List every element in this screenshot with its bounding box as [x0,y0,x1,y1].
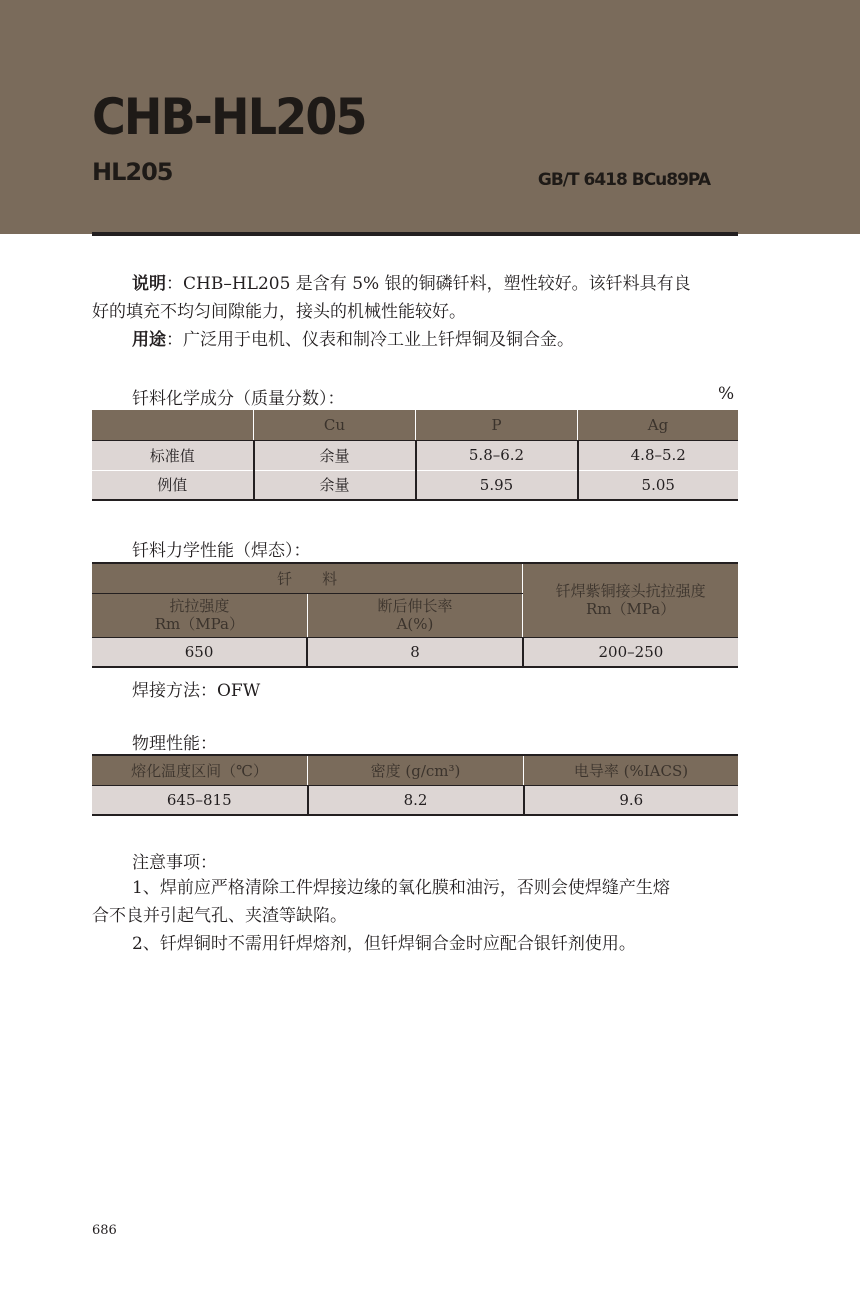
table-cell: 余量 [254,470,416,500]
table-row [92,440,738,470]
table-cell: 例值 [92,470,254,500]
table-cell: 余量 [254,440,416,470]
usage-label: 用途 [132,330,166,350]
table-cell: 8.2 [308,785,524,815]
description-text-line1: ：CHB–HL205 是含有 5% 银的铜磷钎料，塑性较好。该钎料具有良 [166,274,691,294]
elongation-header [307,593,523,637]
table-cell: 200–250 [523,637,738,667]
physical-header-melting: 熔化温度区间（℃） [92,755,308,785]
header-band [0,0,860,234]
usage-paragraph [92,326,738,354]
joint-header-line2: Rm（MPa） [586,600,676,619]
tensile-header-line2: Rm（MPa） [154,615,244,633]
table-cell: 9.6 [524,785,739,815]
table-row [92,785,738,815]
table-cell: 650 [92,637,307,667]
composition-title: 钎料化学成分（质量分数）： [132,389,345,409]
elongation-header-line1: 断后伸长率 [377,597,453,615]
physical-header-row [92,755,738,785]
joint-header-line1: 钎焊紫铜接头抗拉强度 [555,582,706,601]
table-cell: 8 [307,637,523,667]
welding-method [132,676,260,701]
note-item-1-line2: 合不良并引起气孔、夹渣等缺陷。 [92,906,347,926]
physical-table [92,754,738,816]
mechanical-title: 钎料力学性能（焊态）： [132,541,311,561]
product-model: CHB-HL205 [92,88,366,146]
mechanical-joint-header [523,563,738,637]
physical-title: 物理性能： [132,734,217,754]
notes-title: 注意事项： [132,853,217,873]
note-item-1-line1: 1、焊前应严格清除工件焊接边缘的氧化膜和油污，否则会使焊缝产生熔 [132,878,670,898]
table-cell: 5.05 [578,470,739,500]
composition-header-cu: Cu [254,410,416,440]
table-cell: 标准值 [92,440,254,470]
composition-header-blank [92,410,254,440]
product-standard: GB/T 6418 BCu89PA [537,170,710,190]
header-divider [92,232,738,236]
mechanical-header-row [92,563,738,593]
elongation-header-line2: A(%) [396,615,434,633]
composition-header-p: P [416,410,578,440]
tensile-header-line1: 抗拉强度 [169,597,230,615]
table-cell: 5.95 [416,470,578,500]
mechanical-group-header: 钎 料 [92,563,523,593]
composition-table [92,410,738,501]
welding-value: ：OFW [200,681,261,701]
page-number: 686 [92,1223,117,1238]
description-text-line2: 好的填充不均匀间隙能力，接头的机械性能较好。 [92,302,466,322]
composition-header-ag: Ag [578,410,739,440]
product-submodel: HL205 [92,158,173,186]
usage-text: ：广泛用于电机、仪表和制冷工业上钎焊铜及铜合金。 [166,330,574,350]
mechanical-table [92,562,738,668]
welding-label: 焊接方法 [132,681,200,701]
composition-unit: % [718,384,735,404]
table-cell: 5.8–6.2 [416,440,578,470]
tensile-header [92,593,307,637]
table-cell: 645–815 [92,785,308,815]
table-cell: 4.8–5.2 [578,440,739,470]
table-row [92,637,738,667]
table-row [92,470,738,500]
description-paragraph [92,270,738,326]
note-item-2: 2、钎焊铜时不需用钎焊熔剂，但钎焊铜合金时应配合银钎剂使用。 [132,934,636,954]
composition-header-row [92,410,738,440]
note-item-1 [92,874,738,930]
physical-header-conductivity: 电导率 (%IACS) [524,755,739,785]
description-label: 说明 [132,274,166,294]
physical-header-density: 密度 (g/cm³) [308,755,524,785]
